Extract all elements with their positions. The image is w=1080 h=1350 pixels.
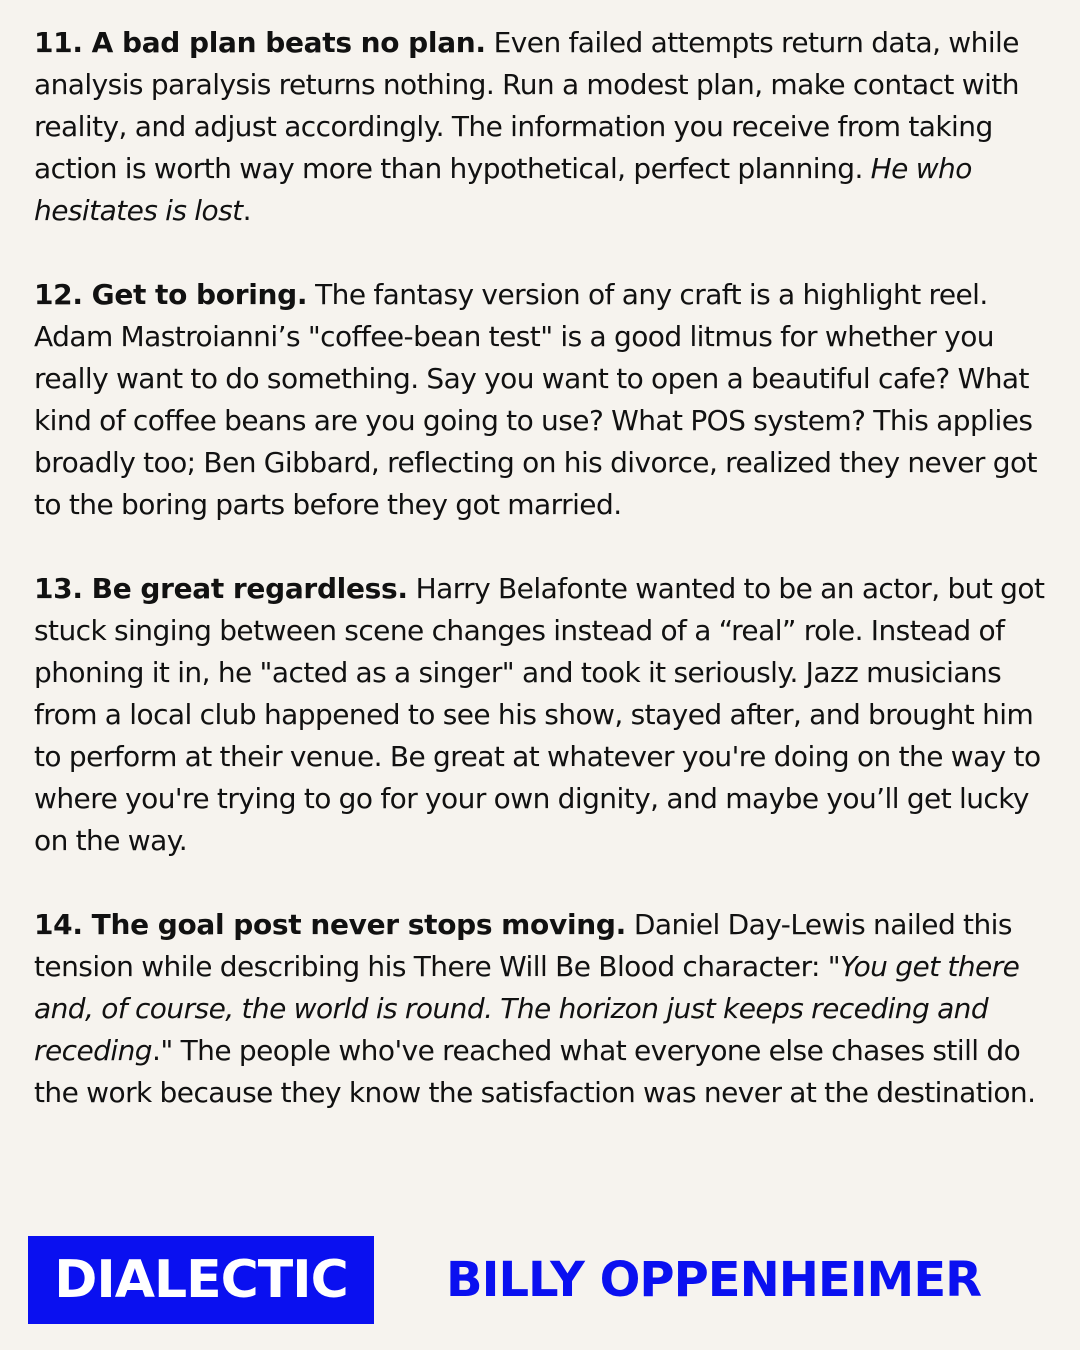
entry-heading: 11. A bad plan beats no plan.	[34, 26, 486, 59]
brand-logo	[28, 1236, 374, 1324]
entry-12	[34, 274, 1050, 526]
entry-text-tail: ." The people who've reached what everyone else chases still do the work because they know the satisfaction was never at the destination.	[34, 1034, 1036, 1109]
brand-name: DIALECTIC	[54, 1250, 348, 1310]
entry-13	[34, 568, 1050, 862]
entry-text: The fantasy version of any craft is a highlight reel. Adam Mastroianni’s "coffee-bean test" is a good litmus for whether you really want to do something. Say you want to open a beautiful cafe? What kind of coffee beans are you going to use? What POS system? This applies broadly too; Ben Gibbard, reflecting on his divorce, realized they never got to the boring parts before they got married.	[34, 278, 1037, 521]
entry-heading: 12. Get to boring.	[34, 278, 308, 311]
footer	[28, 1236, 1048, 1324]
article-body	[34, 22, 1050, 1156]
entry-heading: 14. The goal post never stops moving.	[34, 908, 626, 941]
entry-14	[34, 904, 1050, 1114]
entry-11	[34, 22, 1050, 232]
entry-italic-quote: "You get there and, of course, the world is round. The horizon just keeps receding and receding	[34, 950, 1020, 1067]
entry-text: Harry Belafonte wanted to be an actor, but got stuck singing between scene changes instead of a “real” role. Instead of phoning it in, he "acted as a singer" and took it seriously. Jazz musicians from a local club happened to see his show, stayed after, and brought him to perform at their venue. Be great at whatever you're doing on the way to where you're trying to go for your own dignity, and maybe you’ll get lucky on the way.	[34, 572, 1045, 857]
entry-italic-quote: He who hesitates is lost	[34, 152, 972, 227]
entry-text: Daniel Day-Lewis nailed this tension while describing his There Will Be Blood character:	[34, 908, 1012, 983]
entry-heading: 13. Be great regardless.	[34, 572, 408, 605]
entry-text: Even failed attempts return data, while analysis paralysis returns nothing. Run a modest plan, make contact with reality, and adjust accordingly. The information you receive from taking action is worth way more than hypothetical, perfect planning.	[34, 26, 1019, 185]
author-name: BILLY OPPENHEIMER	[446, 1252, 982, 1308]
entry-text-tail: .	[242, 194, 251, 227]
